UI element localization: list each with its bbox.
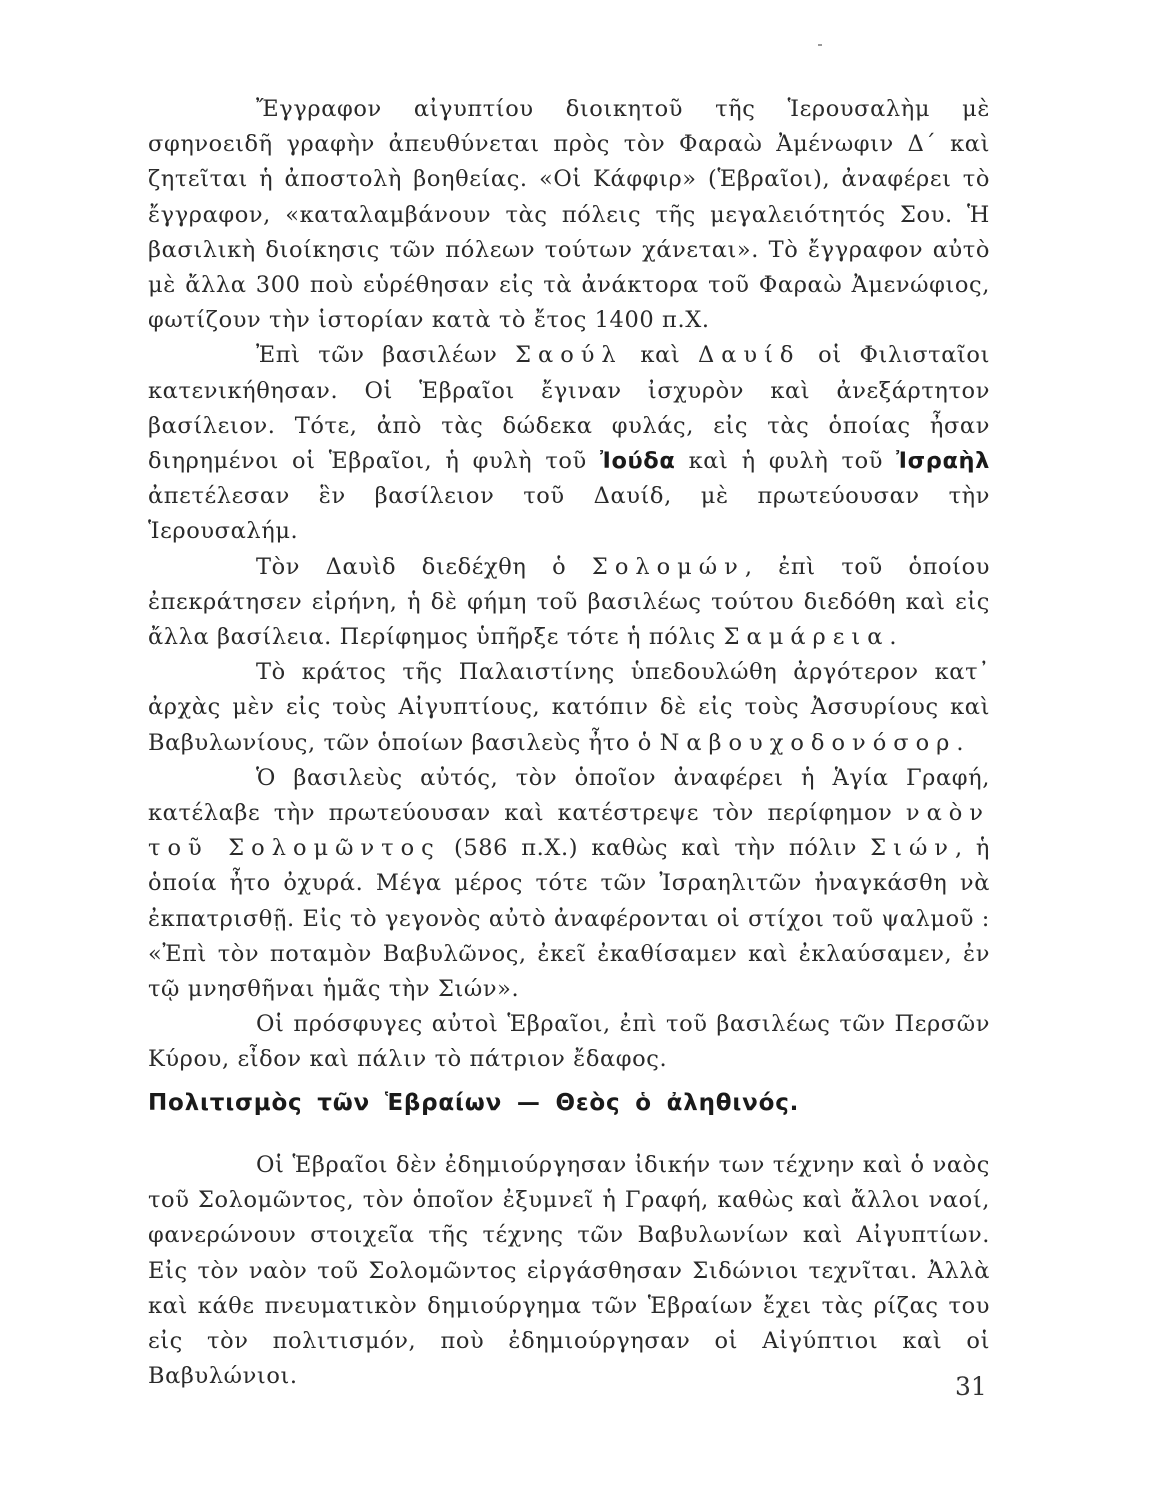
spaced-name: Σαμάρεια [723, 624, 890, 651]
spaced-name: Σολομών [591, 553, 745, 580]
body-text [148, 92, 990, 1078]
text-run: Τὸν Δαυὶδ διεδέχθη ὁ [256, 553, 592, 580]
text-run: . [956, 729, 965, 756]
spaced-name: Σιών [870, 835, 955, 862]
section-heading: Πολιτισμὸς τῶν Ἑβραίων — Θεὸς ὁ ἀληθινός. [148, 1090, 800, 1116]
paragraph [148, 1007, 990, 1077]
page-number: 31 [955, 1372, 987, 1401]
text-run: Οἱ Ἑβραῖοι δὲν ἐδημιούργησαν ἰδικήν των τέχνην καὶ ὁ ναὸς τοῦ Σολομῶντος, τὸν ὁποῖον ἐξυμνεῖ ἡ Γραφή, καθὼς καὶ ἄλλοι ναοί, φανερώνουν στοιχεῖα τῆς τέχνης τῶν Βαβυλωνίων καὶ Αἰγυπτίων. Εἰς τὸν ναὸν τοῦ Σολομῶντος εἰργάσθησαν Σιδώνιοι τεχνῖται. Ἀλλὰ καὶ κάθε πνευματικὸν δημιούργημα τῶν Ἑβραίων ἔχει τὰς ρίζας του εἰς τὸν πολιτισμόν, ποὺ ἐδημιούργησαν οἱ Αἰγύπτιοι καὶ οἱ Βαβυλώνιοι. [148, 1152, 990, 1390]
text-run: καὶ [622, 342, 698, 369]
paragraph [148, 92, 990, 338]
spaced-name: ναὸν τοῦ Σολομῶντος [148, 800, 990, 862]
text-run: Οἱ πρόσφυγες αὐτοὶ Ἑβραῖοι, ἐπὶ τοῦ βασιλέως τῶν Περσῶν Κύρου, εἶδον καὶ πάλιν τὸ πάτριον ἔδαφος. [148, 1011, 990, 1073]
paragraph [148, 550, 990, 656]
text-run: Ἐπὶ τῶν βασιλέων [256, 342, 516, 369]
text-run: καὶ ἡ φυλὴ τοῦ [675, 448, 897, 475]
print-speck [818, 44, 822, 46]
text-run: οἱ Φιλισταῖοι κατενικήθησαν. Οἱ Ἑβραῖοι ἔγιναν ἰσχυρὸν καὶ ἀνεξάρτητον βασίλειον. Τότε, ἀπὸ τὰς δώδεκα φυλάς, εἰς τὰς ὁποίας ἦσαν διηρημένοι οἱ Ἑβραῖοι, ἡ φυλὴ τοῦ [148, 342, 990, 475]
spaced-name: Δαυίδ [697, 342, 801, 369]
spaced-name: Σαούλ [515, 342, 623, 369]
text-run: . [889, 624, 898, 651]
text-run: , ἡ ὁποία ἦτο ὀχυρά. Μέγα μέρος τότε τῶν Ἰσραηλιτῶν ἠναγκάσθη νὰ ἐκπατρισθῇ. Εἰς τὸ γεγονὸς αὐτὸ ἀναφέρονται οἱ στίχοι τοῦ ψαλμοῦ : «Ἐπὶ τὸν ποταμὸν Βαβυλῶνος, ἐκεῖ ἐκαθίσαμεν καὶ ἐκλαύσαμεν, ἐν τῷ μνησθῆναι ἡμᾶς τὴν Σιών». [148, 835, 991, 1003]
body-text-section-2 [148, 1148, 990, 1394]
text-run: Ὁ βασιλεὺς αὐτός, τὸν ὁποῖον ἀναφέρει ἡ Ἁγία Γραφή, κατέλαβε τὴν πρωτεύουσαν καὶ κατέστρεψε τὸν περίφημον [148, 764, 990, 827]
text-run: , ἐπὶ τοῦ ὁποίου ἐπεκράτησεν εἰρήνη, ἡ δὲ φήμη τοῦ βασιλέως τούτου διεδόθη καὶ εἰς ἄλλα βασίλεια. Περίφημος ὑπῆρξε τότε ἡ πόλις [148, 553, 990, 651]
text-run: ἀπετέλεσαν ἓν βασίλειον τοῦ Δαυίδ, μὲ πρωτεύουσαν τὴν Ἱερουσαλήμ. [148, 483, 990, 545]
bold-term: Ἰσραὴλ [896, 448, 990, 475]
text-run: Ἔγγραφον αἰγυπτίου διοικητοῦ τῆς Ἱερουσαλὴμ μὲ σφηνοειδῆ γραφὴν ἀπευθύνεται πρὸς τὸν Φαραὼ Ἀμένωφιν Δ΄ καὶ ζητεῖται ἡ ἀποστολὴ βοηθείας. «Οἱ Κάφφιρ» (Ἑβραῖοι), ἀναφέρει τὸ ἔγγραφον, «καταλαμβάνουν τὰς πόλεις τῆς μεγαλειότητός Σου. Ἡ βασιλικὴ διοίκησις τῶν πόλεων τούτων χάνεται». Τὸ ἔγγραφον αὐτὸ μὲ ἄλλα 300 ποὺ εὑρέθησαν εἰς τὰ ἀνάκτορα τοῦ Φαραὼ Ἀμενώφιος, φωτίζουν τὴν ἱστορίαν κατὰ τὸ ἔτος 1400 π.Χ. [148, 96, 990, 334]
bold-term: Ἰούδα [599, 448, 676, 475]
paragraph [148, 655, 990, 761]
text-run: (586 π.Χ.) καθὼς καὶ τὴν πόλιν [440, 835, 871, 862]
paragraph [148, 338, 990, 549]
spaced-name: Ναβουχοδονόσορ [659, 729, 957, 756]
text-run: Τὸ κράτος τῆς Παλαιστίνης ὑπεδουλώθη ἀργότερον κατ᾽ ἀρχὰς μὲν εἰς τοὺς Αἰγυπτίους, κατόπιν δὲ εἰς τοὺς Ἀσσυρίους καὶ Βαβυλωνίους, τῶν ὁποίων βασιλεὺς ἦτο ὁ [148, 659, 990, 756]
paragraph [148, 761, 990, 1007]
paragraph [148, 1148, 990, 1394]
